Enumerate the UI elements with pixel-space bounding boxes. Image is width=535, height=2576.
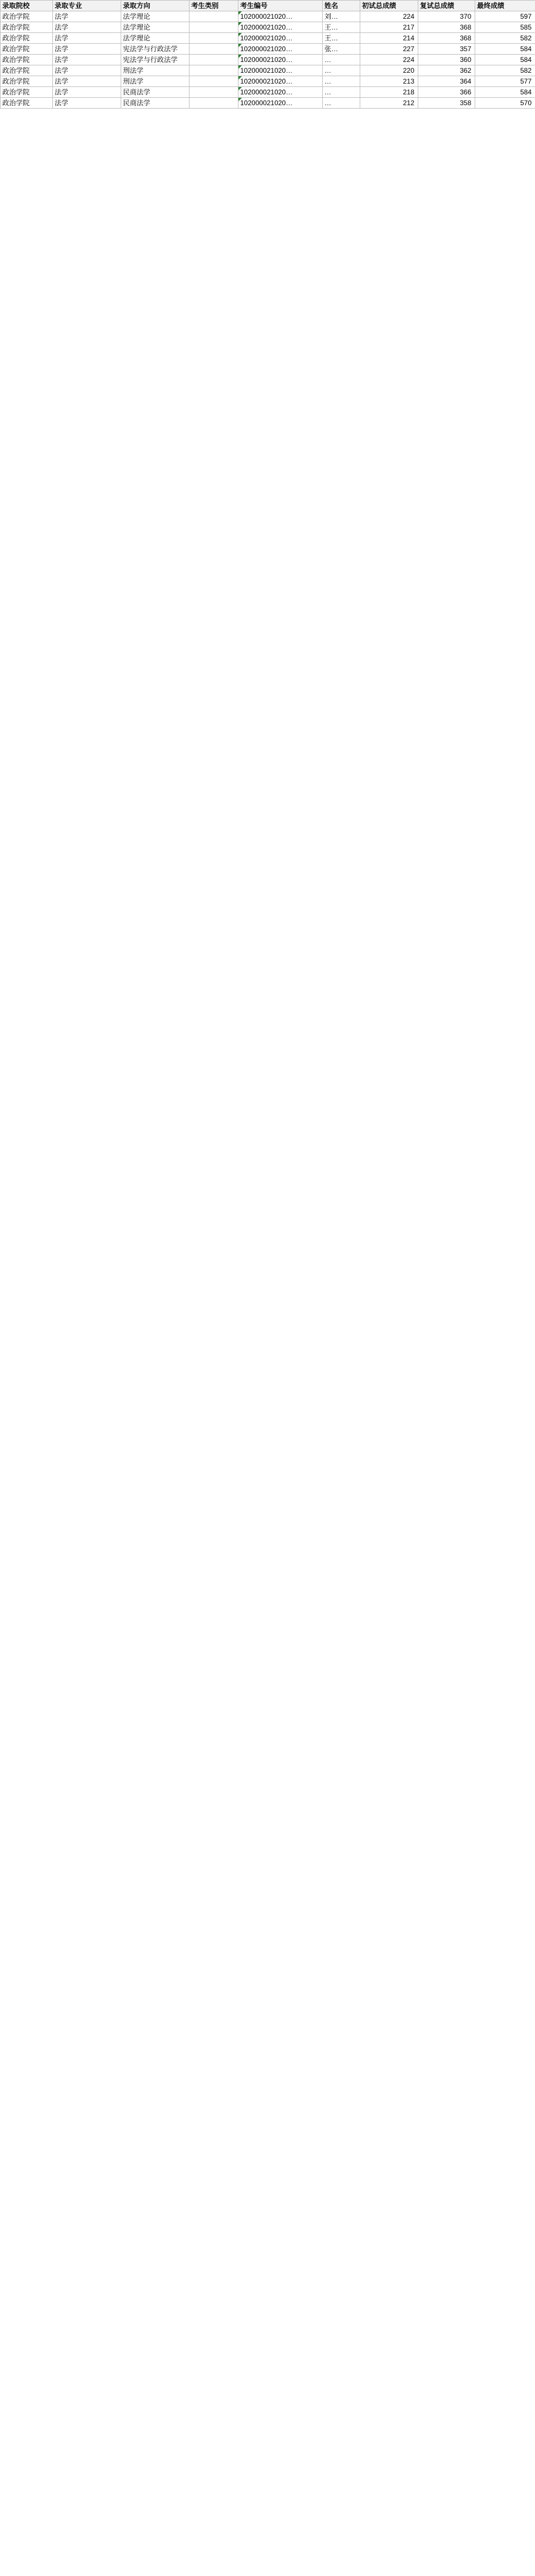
cell-direction[interactable]: 刑法学 xyxy=(121,76,190,87)
cell-direction[interactable]: 法学理论 xyxy=(121,22,190,33)
cell-prelim-score[interactable]: 217 xyxy=(360,22,418,33)
cell-category[interactable] xyxy=(190,33,238,44)
table-body xyxy=(1,11,535,109)
cell-final-score[interactable]: 570 xyxy=(475,98,535,109)
col-header-school[interactable]: 录取院校 xyxy=(1,1,53,11)
table-row xyxy=(1,44,535,55)
cell-final-score[interactable]: 584 xyxy=(475,44,535,55)
cell-exam-id[interactable]: 102000021020… xyxy=(238,33,323,44)
cell-school[interactable]: 政治学院 xyxy=(1,55,53,65)
cell-exam-id[interactable]: 102000021020… xyxy=(238,65,323,76)
cell-final-score[interactable]: 582 xyxy=(475,33,535,44)
cell-final-score[interactable]: 584 xyxy=(475,55,535,65)
col-header-final-score[interactable]: 最终成绩 xyxy=(475,1,535,11)
col-header-name[interactable]: 姓名 xyxy=(323,1,360,11)
cell-name[interactable]: … xyxy=(323,76,360,87)
admissions-table xyxy=(0,0,535,109)
col-header-major[interactable]: 录取专业 xyxy=(53,1,121,11)
col-header-direction[interactable]: 录取方向 xyxy=(121,1,190,11)
table-row xyxy=(1,33,535,44)
cell-retest-score[interactable]: 370 xyxy=(418,11,475,22)
col-header-category[interactable]: 考生类别 xyxy=(190,1,238,11)
cell-name[interactable]: 张… xyxy=(323,44,360,55)
cell-prelim-score[interactable]: 218 xyxy=(360,87,418,98)
cell-exam-id[interactable]: 102000021020… xyxy=(238,44,323,55)
cell-final-score[interactable]: 597 xyxy=(475,11,535,22)
cell-school[interactable]: 政治学院 xyxy=(1,98,53,109)
cell-name[interactable]: … xyxy=(323,87,360,98)
cell-category[interactable] xyxy=(190,65,238,76)
cell-category[interactable] xyxy=(190,55,238,65)
cell-name[interactable]: … xyxy=(323,65,360,76)
cell-direction[interactable]: 法学理论 xyxy=(121,33,190,44)
cell-exam-id[interactable]: 102000021020… xyxy=(238,87,323,98)
cell-name[interactable]: 王… xyxy=(323,22,360,33)
cell-category[interactable] xyxy=(190,44,238,55)
cell-direction[interactable]: 民商法学 xyxy=(121,87,190,98)
cell-retest-score[interactable]: 357 xyxy=(418,44,475,55)
cell-category[interactable] xyxy=(190,87,238,98)
cell-major[interactable]: 法学 xyxy=(53,76,121,87)
cell-exam-id[interactable]: 102000021020… xyxy=(238,22,323,33)
cell-final-score[interactable]: 582 xyxy=(475,65,535,76)
cell-prelim-score[interactable]: 224 xyxy=(360,11,418,22)
table-row xyxy=(1,76,535,87)
cell-category[interactable] xyxy=(190,76,238,87)
cell-retest-score[interactable]: 368 xyxy=(418,22,475,33)
cell-final-score[interactable]: 577 xyxy=(475,76,535,87)
cell-direction[interactable]: 民商法学 xyxy=(121,98,190,109)
cell-major[interactable]: 法学 xyxy=(53,55,121,65)
cell-school[interactable]: 政治学院 xyxy=(1,87,53,98)
cell-direction[interactable]: 刑法学 xyxy=(121,65,190,76)
cell-category[interactable] xyxy=(190,22,238,33)
cell-name[interactable]: 刘… xyxy=(323,11,360,22)
cell-retest-score[interactable]: 368 xyxy=(418,33,475,44)
cell-name[interactable]: 王… xyxy=(323,33,360,44)
cell-major[interactable]: 法学 xyxy=(53,65,121,76)
cell-category[interactable] xyxy=(190,98,238,109)
col-header-retest-score[interactable]: 复试总成绩 xyxy=(418,1,475,11)
cell-major[interactable]: 法学 xyxy=(53,87,121,98)
table-row xyxy=(1,22,535,33)
cell-major[interactable]: 法学 xyxy=(53,33,121,44)
cell-exam-id[interactable]: 102000021020… xyxy=(238,98,323,109)
cell-exam-id[interactable]: 102000021020… xyxy=(238,55,323,65)
cell-direction[interactable]: 法学理论 xyxy=(121,11,190,22)
cell-school[interactable]: 政治学院 xyxy=(1,33,53,44)
cell-major[interactable]: 法学 xyxy=(53,11,121,22)
col-header-exam-id[interactable]: 考生编号 xyxy=(238,1,323,11)
cell-school[interactable]: 政治学院 xyxy=(1,65,53,76)
cell-retest-score[interactable]: 362 xyxy=(418,65,475,76)
cell-exam-id[interactable]: 102000021020… xyxy=(238,11,323,22)
spreadsheet xyxy=(0,0,535,109)
table-row xyxy=(1,55,535,65)
cell-prelim-score[interactable]: 213 xyxy=(360,76,418,87)
cell-prelim-score[interactable]: 224 xyxy=(360,55,418,65)
cell-category[interactable] xyxy=(190,11,238,22)
cell-exam-id[interactable]: 102000021020… xyxy=(238,76,323,87)
cell-prelim-score[interactable]: 212 xyxy=(360,98,418,109)
table-row xyxy=(1,98,535,109)
cell-direction[interactable]: 宪法学与行政法学 xyxy=(121,55,190,65)
cell-prelim-score[interactable]: 220 xyxy=(360,65,418,76)
cell-major[interactable]: 法学 xyxy=(53,22,121,33)
table-row xyxy=(1,65,535,76)
cell-prelim-score[interactable]: 227 xyxy=(360,44,418,55)
cell-name[interactable]: … xyxy=(323,55,360,65)
cell-direction[interactable]: 宪法学与行政法学 xyxy=(121,44,190,55)
cell-retest-score[interactable]: 366 xyxy=(418,87,475,98)
header-row xyxy=(1,1,535,11)
cell-school[interactable]: 政治学院 xyxy=(1,11,53,22)
cell-school[interactable]: 政治学院 xyxy=(1,44,53,55)
cell-major[interactable]: 法学 xyxy=(53,44,121,55)
table-row xyxy=(1,87,535,98)
table-row xyxy=(1,11,535,22)
cell-name[interactable]: … xyxy=(323,98,360,109)
cell-school[interactable]: 政治学院 xyxy=(1,22,53,33)
cell-prelim-score[interactable]: 214 xyxy=(360,33,418,44)
cell-retest-score[interactable]: 358 xyxy=(418,98,475,109)
cell-retest-score[interactable]: 364 xyxy=(418,76,475,87)
cell-major[interactable]: 法学 xyxy=(53,98,121,109)
cell-retest-score[interactable]: 360 xyxy=(418,55,475,65)
cell-final-score[interactable]: 584 xyxy=(475,87,535,98)
cell-school[interactable]: 政治学院 xyxy=(1,76,53,87)
col-header-prelim-score[interactable]: 初试总成绩 xyxy=(360,1,418,11)
cell-final-score[interactable]: 585 xyxy=(475,22,535,33)
